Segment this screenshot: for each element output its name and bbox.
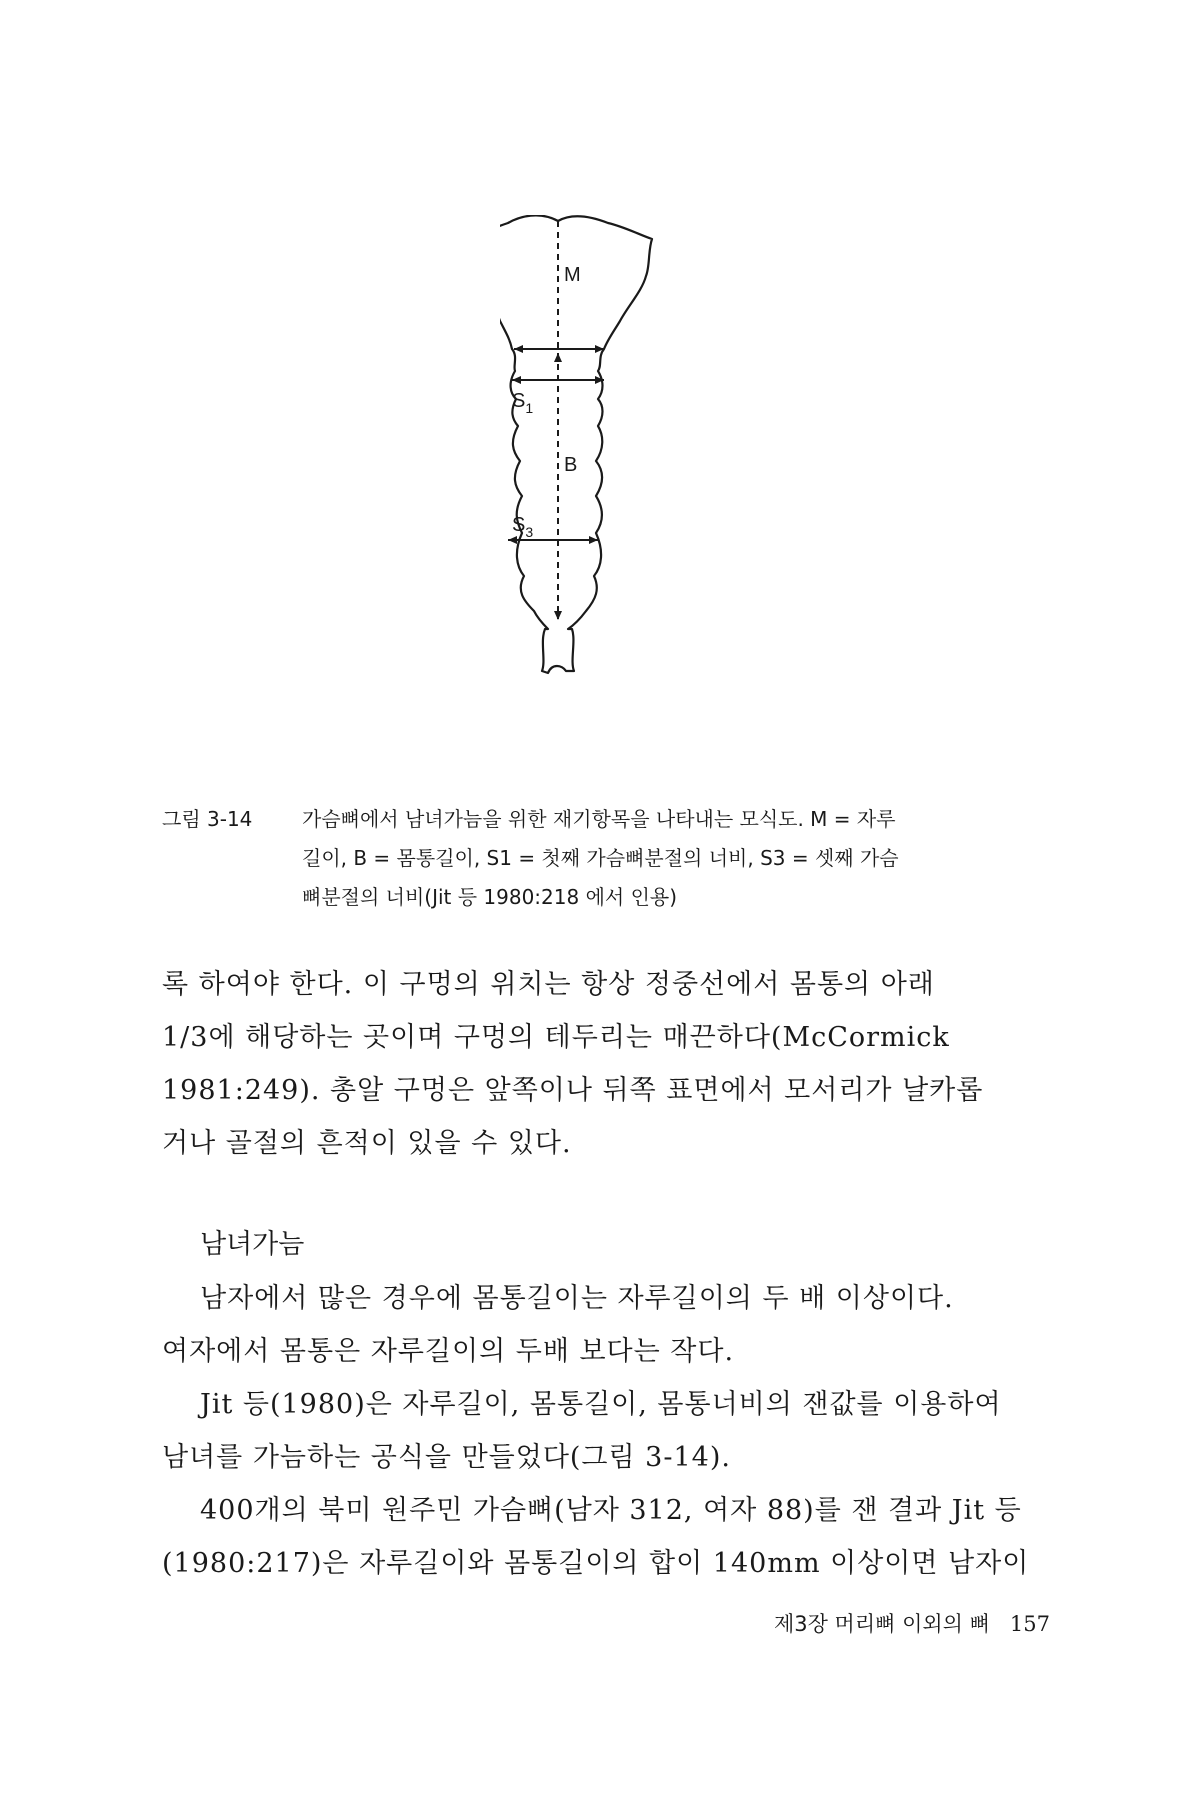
chapter-title: 제3장 머리뼈 이외의 뼈 xyxy=(773,1612,990,1636)
caption-text xyxy=(302,800,1052,917)
section-heading: 남녀가늠 xyxy=(200,1229,305,1260)
caption-line: 뼈분절의 너비(Jit 등 1980:218 에서 인용) xyxy=(302,885,678,909)
sternum-diagram xyxy=(500,215,760,775)
label-b: B xyxy=(564,454,578,476)
arrowhead xyxy=(514,345,523,353)
section-body xyxy=(162,1272,1042,1590)
caption-line: 가슴뼈에서 남녀가늠을 위한 재기항목을 나타내는 모식도. M = 자루 xyxy=(302,807,896,831)
label-s1: $S_1$ xyxy=(512,390,534,416)
text-line: 남녀를 가늠하는 공식을 만들었다(그림 3-14). xyxy=(162,1442,731,1473)
figure-caption xyxy=(162,800,1062,917)
page-number: 157 xyxy=(1009,1612,1050,1636)
text-line: 1/3에 해당하는 곳이며 구멍의 테두리는 매끈하다(McCormick xyxy=(162,1022,950,1053)
label-m: M xyxy=(564,264,581,286)
text-line: 1981:249). 총알 구멍은 앞쪽이나 뒤쪽 표면에서 모서리가 날카롭 xyxy=(162,1075,984,1106)
paragraph-continuation xyxy=(162,958,1042,1170)
label-s3: $S_3$ xyxy=(512,514,534,540)
page-footer xyxy=(700,1608,1050,1638)
text-line: 록 하여야 한다. 이 구멍의 위치는 항상 정중선에서 몸통의 아래 xyxy=(162,969,935,1000)
arrowhead xyxy=(554,353,562,362)
arrowhead xyxy=(512,376,521,384)
caption-label: 그림 3-14 xyxy=(162,807,253,831)
text-line: 남자에서 많은 경우에 몸통길이는 자루길이의 두 배 이상이다. xyxy=(200,1283,954,1314)
text-line: 여자에서 몸통은 자루길이의 두배 보다는 작다. xyxy=(162,1336,735,1367)
arrowhead xyxy=(508,536,517,544)
text-line: Jit 등(1980)은 자루길이, 몸통길이, 몸통너비의 잰값를 이용하여 xyxy=(200,1389,1002,1420)
arrowhead xyxy=(554,611,562,620)
text-line: (1980:217)은 자루길이와 몸통길이의 합이 140mm 이상이면 남자이 xyxy=(162,1548,1030,1579)
text-line: 400개의 북미 원주민 가슴뼈(남자 312, 여자 88)를 잰 결과 Jit 등 xyxy=(200,1495,1022,1526)
text-line: 거나 골절의 흔적이 있을 수 있다. xyxy=(162,1128,572,1159)
caption-line: 길이, B = 몸통길이, S1 = 첫째 가슴뼈분절의 너비, S3 = 셋째 가슴 xyxy=(302,846,899,870)
sternum-outline xyxy=(500,215,760,775)
